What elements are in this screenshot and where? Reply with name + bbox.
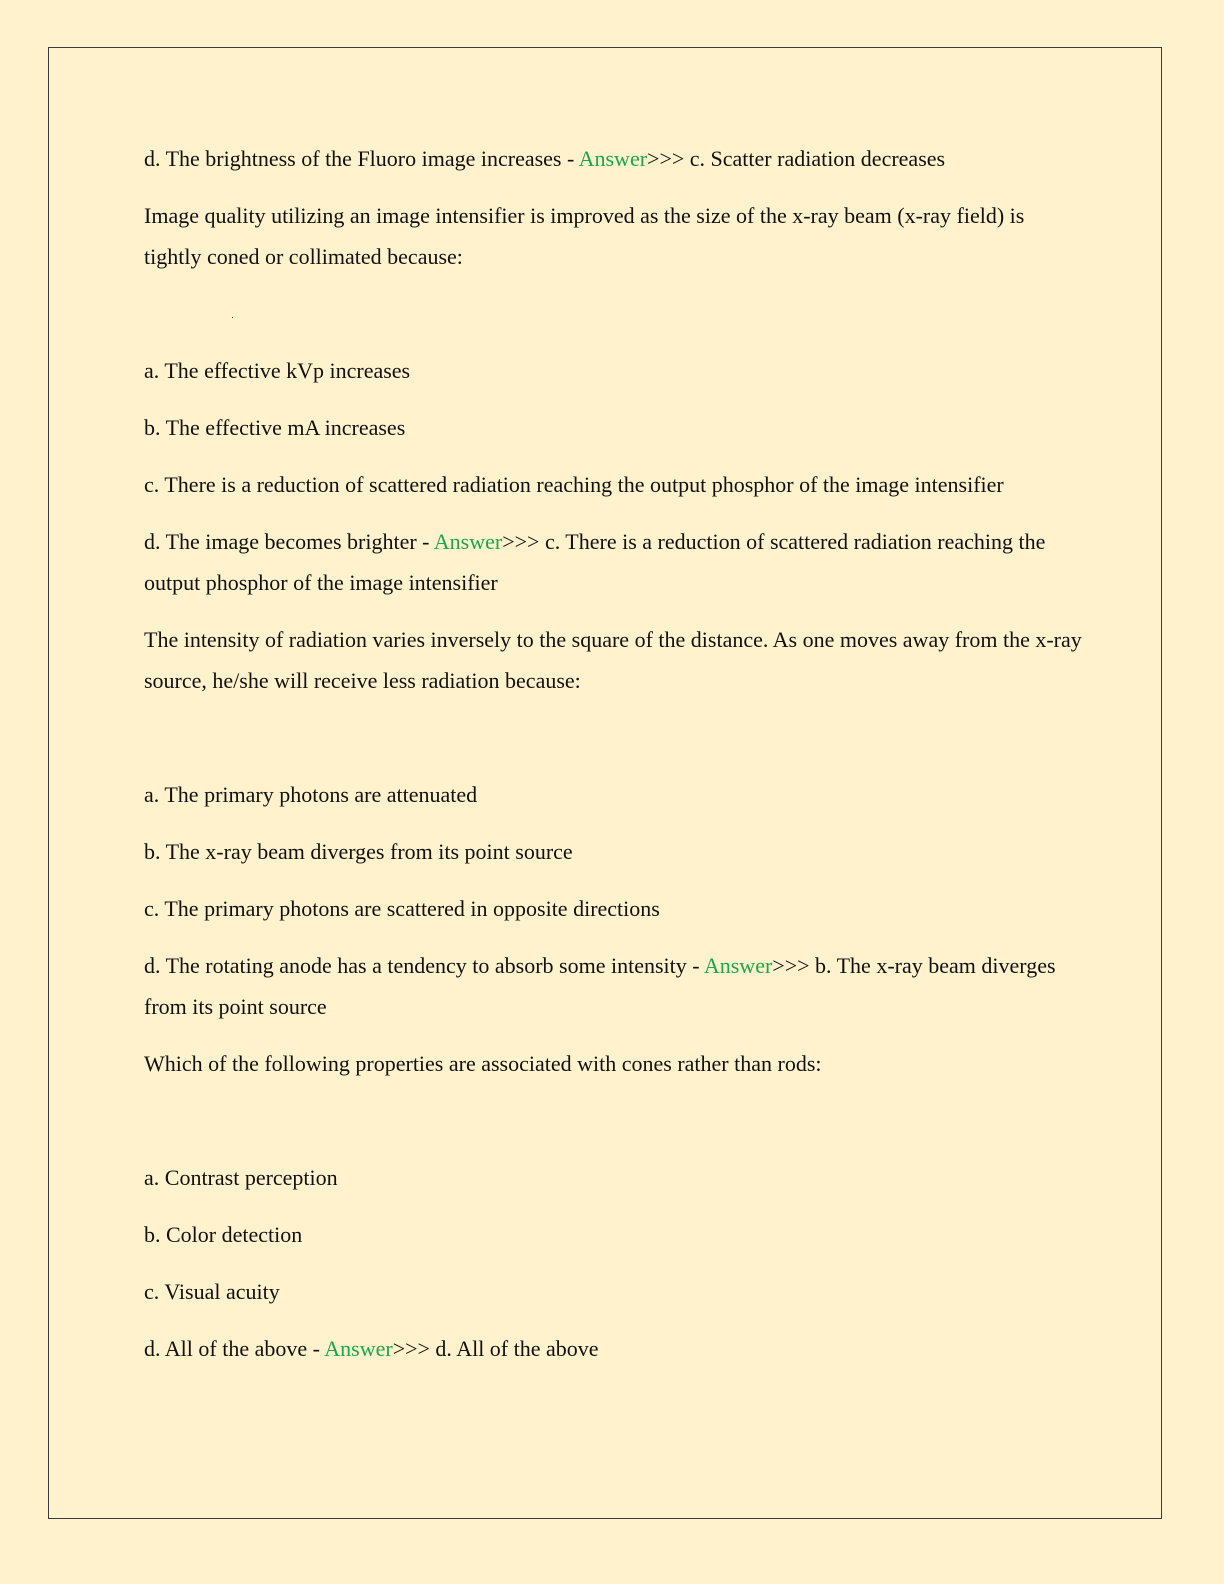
question-text: Which of the following properties are associated with cones rather than rods: xyxy=(144,1051,822,1076)
option-line: a. The effective kVp increases xyxy=(144,358,411,383)
answer-line: d. The image becomes brighter - Answer>>> c. There is a reduction of scattered radiation reaching the output phosphor of the image intensifier xyxy=(144,529,1046,595)
option-line: a. Contrast perception xyxy=(144,1165,338,1190)
blank-line xyxy=(144,293,1084,334)
option-line: c. There is a reduction of scattered radiation reaching the output phosphor of the image intensifier xyxy=(144,472,1004,497)
answer-keyword: Answer xyxy=(324,1336,393,1361)
blank-line xyxy=(144,1100,1084,1141)
document-body xyxy=(144,138,1084,1385)
answer-keyword: Answer xyxy=(703,953,773,978)
answer-keyword: Answer xyxy=(578,146,648,171)
answer-line: d. All of the above - Answer>>> d. All of the above xyxy=(144,1336,599,1361)
option-line: b. The effective mA increases xyxy=(144,415,406,440)
question-text: The intensity of radiation varies inversely to the square of the distance. As one moves away from the x-ray source, he/she will receive less radiation because: xyxy=(144,627,1082,693)
option-line: c. The primary photons are scattered in opposite directions xyxy=(144,896,660,921)
blank-line xyxy=(144,717,1084,758)
option-line: c. Visual acuity xyxy=(144,1279,280,1304)
option-line: b. The x-ray beam diverges from its point source xyxy=(144,839,573,864)
answer-keyword: Answer xyxy=(433,529,503,554)
option-line: b. Color detection xyxy=(144,1222,303,1247)
question-text: Image quality utilizing an image intensifier is improved as the size of the x-ray beam (x-ray field) is tightly coned or collimated because: xyxy=(144,203,1025,269)
option-line: a. The primary photons are attenuated xyxy=(144,782,478,807)
answer-line: d. The rotating anode has a tendency to absorb some intensity - Answer>>> b. The x-ray beam diverges from its point source xyxy=(144,953,1056,1019)
answer-line: d. The brightness of the Fluoro image increases - Answer>>> c. Scatter radiation decreases xyxy=(144,146,946,171)
stray-dot xyxy=(232,317,233,318)
